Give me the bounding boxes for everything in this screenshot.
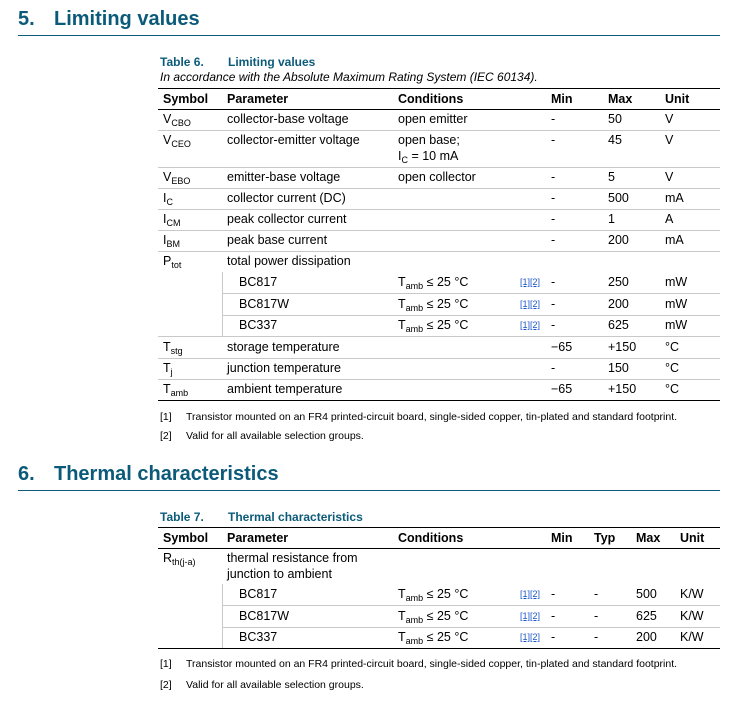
table-row: [158, 167, 720, 189]
symbol: $P_{tot}$: [163, 254, 182, 270]
max: 45: [608, 133, 622, 147]
footnote-ref[interactable]: [1][2]: [520, 589, 541, 599]
parameter: junction temperature: [227, 361, 341, 375]
parameter: BC817W: [239, 297, 290, 311]
col-symbol: Symbol: [163, 92, 209, 106]
parameter: collector-emitter voltage: [227, 133, 360, 147]
table-row: [158, 548, 720, 584]
symbol: $T_{amb}$: [163, 382, 189, 398]
max: 150: [608, 361, 629, 375]
min: -: [551, 587, 556, 601]
parameter: collector-base voltage: [227, 112, 349, 126]
footnote: [2] Valid for all available selection groups.: [160, 679, 364, 691]
table-row: [222, 584, 720, 606]
conditions: open emitter: [398, 112, 468, 126]
unit: V: [665, 133, 674, 147]
max: 250: [608, 275, 629, 289]
conditions: $T_{amb} \le 25$ °C: [398, 275, 469, 291]
parameter-line-2: junction to ambient: [227, 567, 332, 581]
table-6-subtitle: In accordance with the Absolute Maximum Rating System (IEC 60134).: [160, 70, 538, 84]
table-row: [158, 230, 720, 252]
table-title: Thermal characteristics: [228, 510, 363, 524]
footnote-ref[interactable]: [1][2]: [520, 277, 541, 287]
symbol: $T_{stg}$: [163, 340, 183, 356]
max: 500: [636, 587, 657, 601]
table-row: [222, 606, 720, 628]
table-7-caption: [160, 510, 363, 524]
table-row: [158, 130, 720, 168]
footnote-ref[interactable]: [1][2]: [520, 632, 541, 642]
max: 5: [608, 170, 615, 184]
max: +150: [608, 340, 637, 354]
parameter: storage temperature: [227, 340, 340, 354]
table-row: [158, 188, 720, 210]
max: 200: [608, 233, 629, 247]
parameter: BC817W: [239, 609, 290, 623]
min: -: [551, 361, 556, 375]
parameter: total power dissipation: [227, 254, 351, 268]
table-label: Table 7.: [160, 510, 204, 524]
section-6-heading: [18, 463, 720, 491]
footnote: [1] Transistor mounted on an FR4 printed-circuit board, single-sided copper, tin-plated and standard footprint.: [160, 411, 678, 423]
section-title: Thermal characteristics: [54, 463, 279, 485]
unit: K/W: [680, 609, 704, 623]
parameter: thermal resistance from: [227, 551, 358, 565]
min: -: [551, 133, 556, 147]
table-7-header: [158, 527, 720, 549]
col-conditions: Conditions: [398, 531, 464, 545]
symbol: $I_{CM}$: [163, 212, 181, 228]
conditions: $T_{amb} \le 25$ °C: [398, 630, 469, 646]
col-symbol: Symbol: [163, 531, 209, 545]
unit: mW: [665, 275, 688, 289]
max: 500: [608, 191, 629, 205]
parameter: peak base current: [227, 233, 328, 247]
section-title: Limiting values: [54, 8, 200, 30]
symbol: $V_{EBO}$: [163, 170, 191, 186]
table-6-caption: [160, 55, 315, 69]
max: 200: [608, 297, 629, 311]
min: -: [551, 609, 556, 623]
typ: -: [594, 630, 599, 644]
col-parameter: Parameter: [227, 531, 289, 545]
unit: K/W: [680, 630, 704, 644]
col-conditions: Conditions: [398, 92, 464, 106]
symbol: $T_j$: [163, 361, 173, 377]
table-row: [158, 209, 720, 231]
min: -: [551, 191, 556, 205]
footnote: [1] Transistor mounted on an FR4 printed-circuit board, single-sided copper, tin-plated and standard footprint.: [160, 658, 678, 670]
conditions-line-2: $I_C = 10$ mA: [398, 149, 459, 165]
min: −65: [551, 340, 573, 354]
unit: mA: [665, 233, 684, 247]
col-max: Max: [608, 92, 633, 106]
parameter: BC817: [239, 587, 278, 601]
unit: °C: [665, 382, 680, 396]
table-row: [158, 109, 720, 131]
conditions: $T_{amb} \le 25$ °C: [398, 587, 469, 603]
max: 1: [608, 212, 615, 226]
unit: K/W: [680, 587, 704, 601]
col-unit: Unit: [665, 92, 690, 106]
col-max: Max: [636, 531, 661, 545]
min: -: [551, 233, 556, 247]
footnote-ref[interactable]: [1][2]: [520, 299, 541, 309]
max: 625: [608, 318, 629, 332]
footnote-ref[interactable]: [1][2]: [520, 320, 541, 330]
conditions: $T_{amb} \le 25$ °C: [398, 609, 469, 625]
max: 50: [608, 112, 622, 126]
parameter: BC337: [239, 630, 278, 644]
unit: °C: [665, 340, 680, 354]
symbol: $V_{CEO}$: [163, 133, 191, 149]
section-number: 5.: [18, 8, 35, 30]
table-row: [158, 358, 720, 380]
symbol: $I_C$: [163, 191, 173, 207]
col-parameter: Parameter: [227, 92, 289, 106]
table-row: [222, 294, 720, 316]
conditions: $T_{amb} \le 25$ °C: [398, 297, 469, 313]
table-row: [158, 379, 720, 401]
min: -: [551, 212, 556, 226]
min: -: [551, 170, 556, 184]
symbol: $I_{BM}$: [163, 233, 180, 249]
typ: -: [594, 609, 599, 623]
table-row: [158, 251, 720, 272]
max: +150: [608, 382, 637, 396]
typ: -: [594, 587, 599, 601]
section-5-heading: [18, 8, 720, 36]
footnote: [2] Valid for all available selection groups.: [160, 430, 364, 442]
section-number: 6.: [18, 463, 35, 485]
col-min: Min: [551, 92, 573, 106]
min: -: [551, 318, 556, 332]
col-typ: Typ: [594, 531, 616, 545]
parameter: peak collector current: [227, 212, 347, 226]
parameter: ambient temperature: [227, 382, 343, 396]
table-row: [158, 627, 720, 649]
parameter: collector current (DC): [227, 191, 346, 205]
col-unit: Unit: [680, 531, 705, 545]
min: -: [551, 275, 556, 289]
parameter: emitter-base voltage: [227, 170, 341, 184]
unit: V: [665, 112, 674, 126]
conditions: $T_{amb} \le 25$ °C: [398, 318, 469, 334]
min: -: [551, 297, 556, 311]
parameter: BC337: [239, 318, 278, 332]
table-title: Limiting values: [228, 55, 316, 69]
footnote-ref[interactable]: [1][2]: [520, 611, 541, 621]
conditions: open base;: [398, 133, 460, 147]
max: 200: [636, 630, 657, 644]
col-min: Min: [551, 531, 573, 545]
min: −65: [551, 382, 573, 396]
table-row: [158, 315, 720, 337]
unit: °C: [665, 361, 680, 375]
unit: mA: [665, 191, 684, 205]
conditions: open collector: [398, 170, 476, 184]
unit: mW: [665, 297, 688, 311]
unit: A: [665, 212, 674, 226]
max: 625: [636, 609, 657, 623]
table-6-header: [158, 88, 720, 110]
unit: V: [665, 170, 674, 184]
symbol: $R_{th(j-a)}$: [163, 551, 196, 567]
parameter: BC817: [239, 275, 278, 289]
table-label: Table 6.: [160, 55, 204, 69]
table-row: [158, 337, 720, 359]
unit: mW: [665, 318, 688, 332]
min: -: [551, 630, 556, 644]
min: -: [551, 112, 556, 126]
symbol: $V_{CBO}$: [163, 112, 191, 128]
table-row: [222, 272, 720, 294]
